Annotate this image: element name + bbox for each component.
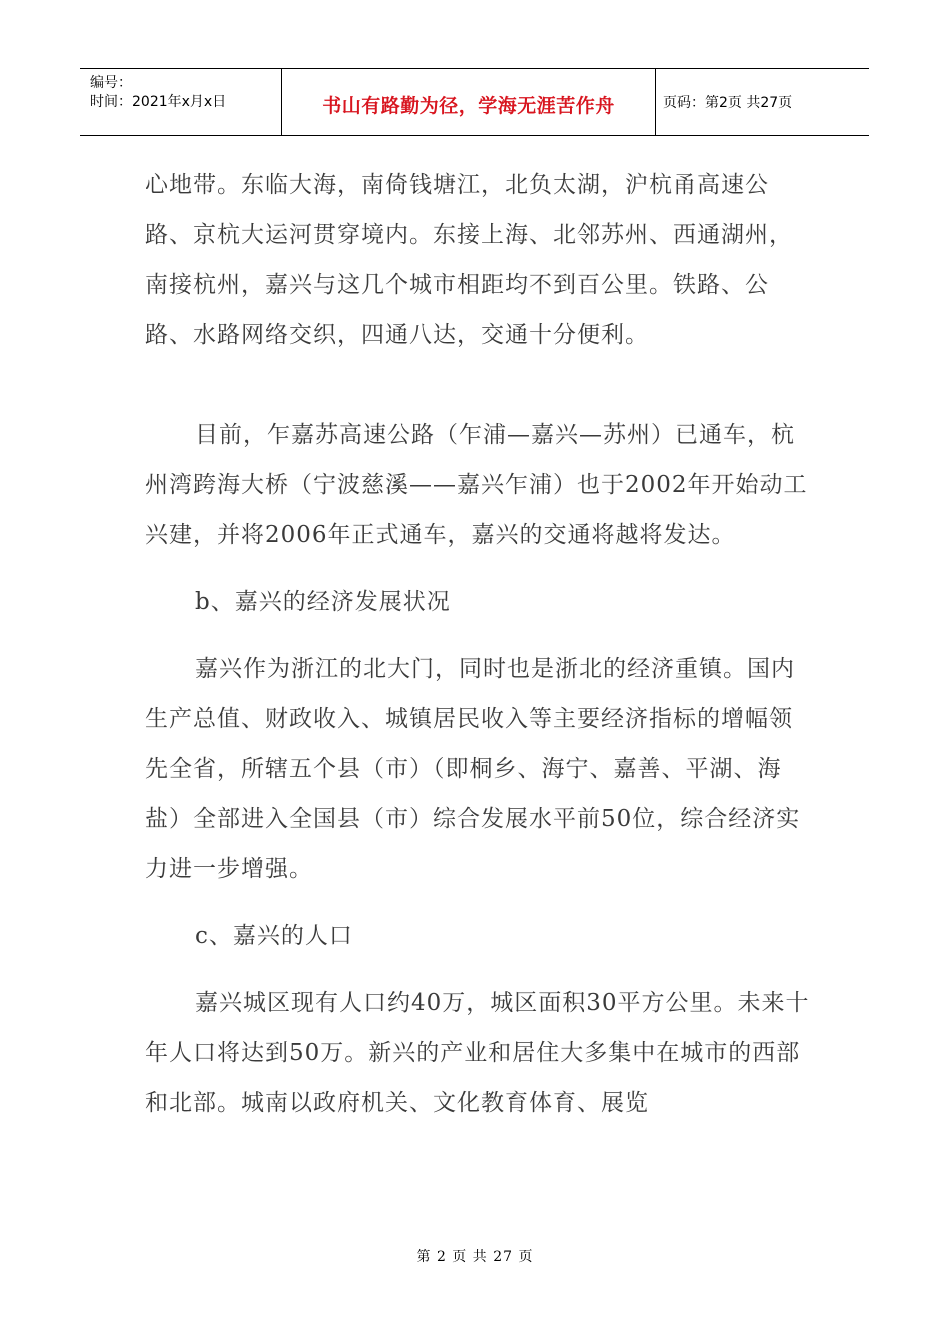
header-meta-cell bbox=[80, 69, 282, 135]
document-number-label: 编号： bbox=[90, 75, 132, 91]
paragraph-location: 心地带。东临大海，南倚钱塘江，北负太湖，沪杭甬高速公路、京杭大运河贯穿境内。东接上海、北邻苏州、西通湖州，南接杭州，嘉兴与这几个城市相距均不到百公里。铁路、公路、水路网络交织，四通八达，交通十分便利。 bbox=[145, 172, 793, 348]
document-time-label: 时间：2021年x月x日 bbox=[90, 94, 227, 110]
paragraph-spacer bbox=[145, 360, 810, 410]
header-motto-cell bbox=[282, 69, 656, 135]
paragraph-spacer bbox=[145, 961, 810, 978]
paragraph-population: 嘉兴城区现有人口约40万，城区面积30平方公里。未来十年人口将达到50万。新兴的产业和居住大多集中在城市的西部和北部。城南以政府机关、文化教育体育、展览 bbox=[145, 990, 810, 1116]
page-footer: 第 2 页 共 27 页 bbox=[416, 1249, 534, 1265]
section-heading-population: c、嘉兴的人口 bbox=[195, 923, 353, 949]
document-body bbox=[145, 160, 810, 1128]
section-heading-economy: b、嘉兴的经济发展状况 bbox=[195, 589, 451, 615]
header-motto: 书山有路勤为径，学海无涯苦作舟 bbox=[322, 94, 615, 117]
paragraph-transport: 目前，乍嘉苏高速公路（乍浦—嘉兴—苏州）已通车，杭州湾跨海大桥（宁波慈溪——嘉兴乍浦）也于2002年开始动工兴建，并将2006年正式通车，嘉兴的交通将越将发达。 bbox=[145, 422, 808, 548]
paragraph-spacer bbox=[145, 627, 810, 644]
header-page-cell bbox=[656, 69, 869, 135]
page-header bbox=[80, 68, 869, 136]
paragraph-spacer bbox=[145, 894, 810, 911]
header-page-info: 页码：第2页 共27页 bbox=[663, 95, 793, 111]
paragraph-spacer bbox=[145, 560, 810, 577]
paragraph-economy: 嘉兴作为浙江的北大门，同时也是浙北的经济重镇。国内生产总值、财政收入、城镇居民收入等主要经济指标的增幅领先全省，所辖五个县（市）（即桐乡、海宁、嘉善、平湖、海盐）全部进入全国县（市）综合发展水平前50位，综合经济实力进一步增强。 bbox=[145, 656, 801, 882]
